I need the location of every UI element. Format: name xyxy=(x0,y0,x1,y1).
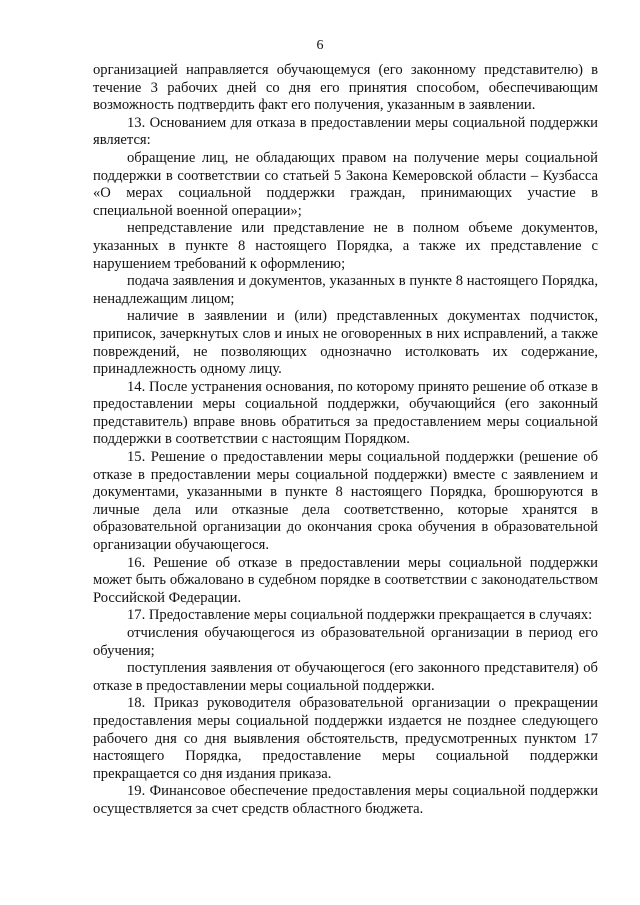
document-body xyxy=(93,62,598,819)
paragraph-reason-4: наличие в заявлении и (или) представленных документах подчисток, приписок, зачеркнутых слов и иных не оговоренных в них исправлений, а также повреждений, не позволяющих однозначно истолковать их содержание, принадлежность одному лицу. xyxy=(93,308,598,378)
paragraph-item-18: 18. Приказ руководителя образовательной организации о прекращении предоставления меры социальной поддержки издается не позднее следующего рабочего дня со дня выявления обстоятельств, предусмотренных пунктом 17 настоящего Порядка, предоставление меры социальной поддержки прекращается со дня издания приказа. xyxy=(93,695,598,782)
paragraph-continuation: организацией направляется обучающемуся (его законному представителю) в течение 3 рабочих дней со дня его принятия способом, обеспечивающим возможность подтвердить факт его получения, указанным в заявлении. xyxy=(93,62,598,114)
paragraph-item-13: 13. Основанием для отказа в предоставлении меры социальной поддержки является: xyxy=(93,114,598,149)
paragraph-item-16: 16. Решение об отказе в предоставлении меры социальной поддержки может быть обжаловано в судебном порядке в соответствии с законодательством Российской Федерации. xyxy=(93,554,598,606)
paragraph-item-19: 19. Финансовое обеспечение предоставления меры социальной поддержки осуществляется за счет средств областного бюджета. xyxy=(93,783,598,817)
paragraph-item-15: 15. Решение о предоставлении меры социальной поддержки (решение об отказе в предоставлении меры социальной поддержки) вместе с заявлением и документами, указанными в пункте 8 настоящего Порядка, брошюруются в личные дела или отказные дела соответственно, которые хранятся в образовательной организации до окончания срока обучения в образовательной организации обучающегося. xyxy=(93,449,598,554)
page-number: 6 xyxy=(316,38,324,53)
paragraph-reason-3: подача заявления и документов, указанных в пункте 8 настоящего Порядка, ненадлежащим лицом; xyxy=(93,273,598,307)
paragraph-reason-1: обращение лиц, не обладающих правом на получение меры социальной поддержки в соответствии со статьей 5 Закона Кемеровской области – Кузбасса «О мерах социальной поддержки граждан, принимающих участие в специальной военной операции»; xyxy=(93,149,598,219)
paragraph-item-17: 17. Предоставление меры социальной поддержки прекращается в случаях: xyxy=(127,607,593,624)
paragraph-reason-2: непредставление или представление не в полном объеме документов, указанных в пункте 8 настоящего Порядка, а также их представление с нарушением требований к оформлению; xyxy=(93,220,598,272)
paragraph-case-1: отчисления обучающегося из образовательной организации в период его обучения; xyxy=(93,625,598,659)
paragraph-case-2: поступления заявления от обучающегося (его законного представителя) об отказе в предоставлении меры социальной поддержки. xyxy=(93,660,598,694)
paragraph-item-14: 14. После устранения основания, по которому принято решение об отказе в предоставлении меры социальной поддержки, обучающийся (его законный представитель) вправе вновь обратиться за предоставлением меры социальной поддержки в соответствии с настоящим Порядком. xyxy=(93,378,598,448)
